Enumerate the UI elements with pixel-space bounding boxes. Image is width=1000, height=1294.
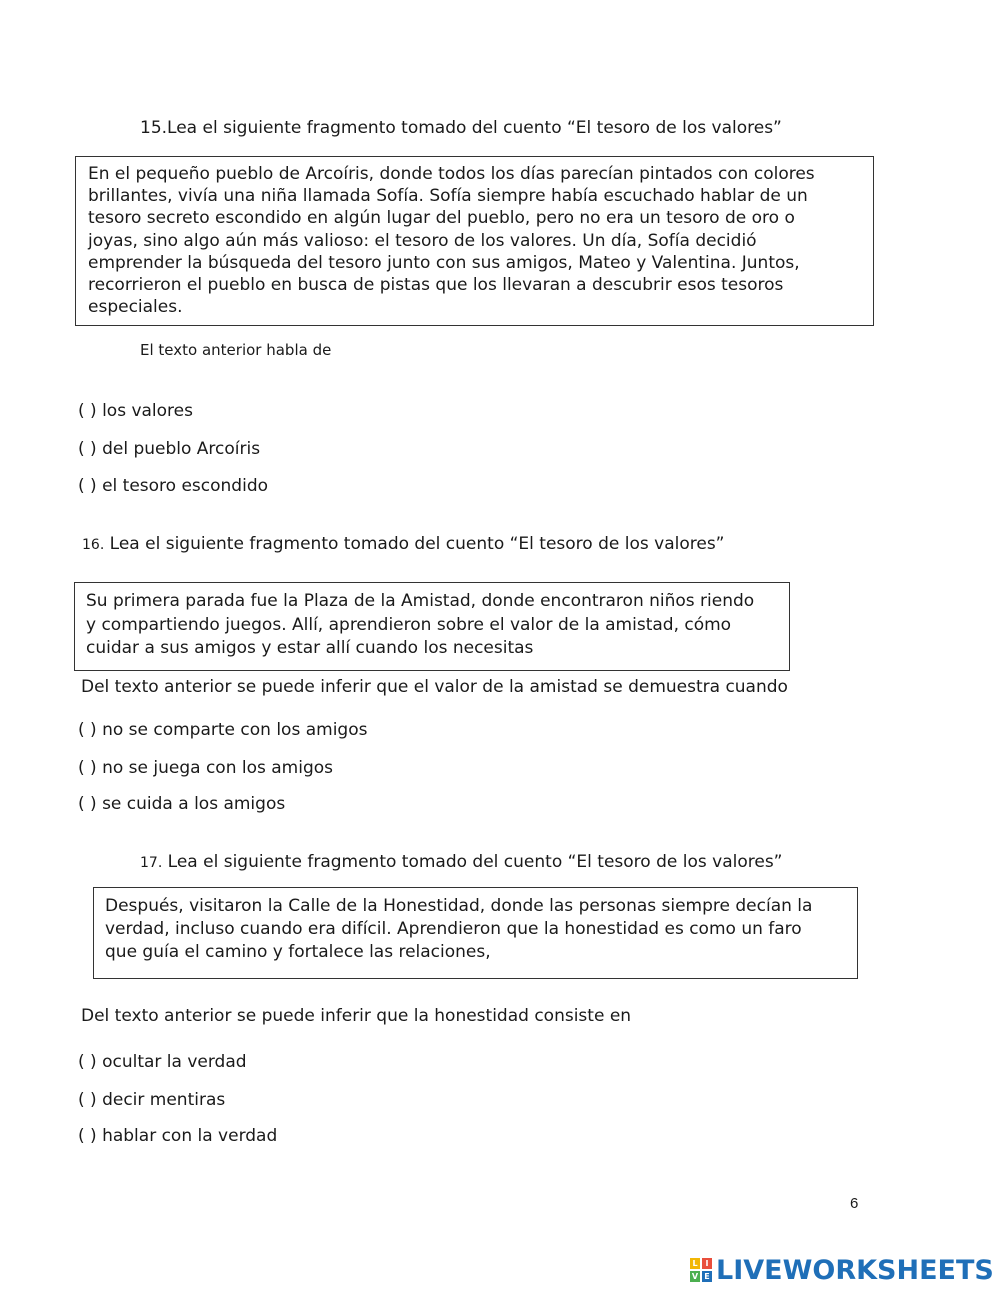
q17-passage-box [93,887,858,979]
liveworksheets-logo[interactable] [690,1255,994,1285]
q17-title-text: Lea el siguiente fragmento tomado del cuento “El tesoro de los valores” [162,852,783,872]
q17-option-2[interactable]: ( ) decir mentiras [78,1090,226,1110]
q16-prompt: Del texto anterior se puede inferir que el valor de la amistad se demuestra cuando [81,677,788,697]
q15-option-1[interactable]: ( ) los valores [78,401,193,421]
q15-prompt: El texto anterior habla de [140,341,332,359]
page-number: 6 [850,1195,859,1212]
q15-title-text: Lea el siguiente fragmento tomado del cuento “El tesoro de los valores” [167,118,782,138]
q15-option-2[interactable]: ( ) del pueblo Arcoíris [78,439,261,459]
logo-icon-letter: V [691,1272,699,1281]
q16-passage-line: Su primera parada fue la Plaza de la Amistad, donde encontraron niños riendo [86,591,755,611]
q15-option-3[interactable]: ( ) el tesoro escondido [78,476,269,496]
q16-option-2[interactable]: ( ) no se juega con los amigos [78,758,333,778]
q15-passage-line: brillantes, vivía una niña llamada Sofía. Sofía siempre había escuchado hablar de un [88,186,808,207]
q16-passage-line: y compartiendo juegos. Allí, aprendieron sobre el valor de la amistad, cómo [86,614,732,635]
liveworksheets-logo-text: LIVEWORKSHEETS [716,1254,994,1286]
q15-passage-line: En el pequeño pueblo de Arcoíris, donde todos los días parecían pintados con colores [88,164,815,184]
q16-option-3[interactable]: ( ) se cuida a los amigos [78,794,286,814]
q15-passage-box [75,156,874,326]
liveworksheets-logo-icon [690,1258,712,1282]
logo-icon-letter: I [702,1258,712,1269]
q15-number: 15. [140,118,168,138]
q16-title [82,534,724,554]
q15-passage-line: tesoro secreto escondido en algún lugar del pueblo, pero no era un tesoro de oro o [88,208,795,229]
q16-passage-box [74,582,790,671]
q17-passage-line: verdad, incluso cuando era difícil. Aprendieron que la honestidad es como un faro [105,919,802,939]
q15-passage-line: joyas, sino algo aún más valioso: el tesoro de los valores. Un día, Sofía decidió [88,230,757,251]
q16-option-1[interactable]: ( ) no se comparte con los amigos [78,720,368,740]
q17-option-1[interactable]: ( ) ocultar la verdad [78,1052,247,1072]
q17-passage-line: que guía el camino y fortalece las relaciones, [105,942,491,962]
q17-option-3[interactable]: ( ) hablar con la verdad [78,1126,278,1146]
q17-title [140,852,782,872]
q17-number: 17. [140,855,163,871]
q16-passage-line: cuidar a sus amigos y estar allí cuando los necesitas [86,638,534,658]
q16-number: 16. [82,537,105,553]
logo-icon-letter: E [702,1271,712,1282]
q15-title [140,118,782,138]
q15-passage-line: emprender la búsqueda del tesoro junto con sus amigos, Mateo y Valentina. Juntos, [88,252,800,273]
q17-prompt: Del texto anterior se puede inferir que la honestidad consiste en [81,1006,632,1026]
q16-title-text: Lea el siguiente fragmento tomado del cuento “El tesoro de los valores” [104,534,725,554]
q15-passage-line: especiales. [88,297,183,318]
q17-passage-line: Después, visitaron la Calle de la Honestidad, donde las personas siempre decían la [105,896,813,916]
q15-passage-line: recorrieron el pueblo en busca de pistas que los llevaran a descubrir esos tesoros [88,275,784,296]
logo-icon-letter: L [690,1258,700,1269]
